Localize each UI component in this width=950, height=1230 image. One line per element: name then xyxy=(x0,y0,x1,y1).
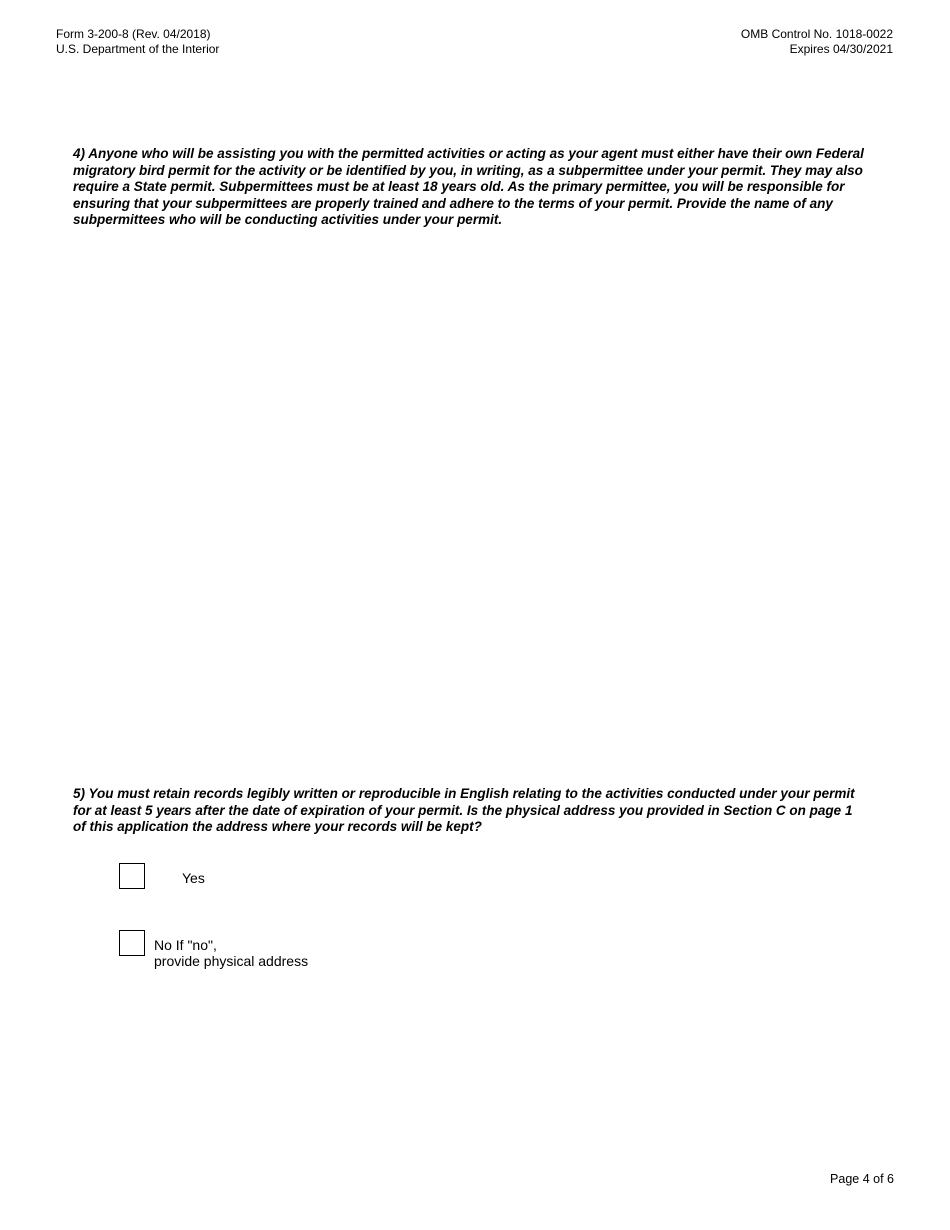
form-header-left xyxy=(56,27,219,57)
department-name: U.S. Department of the Interior xyxy=(56,42,220,56)
omb-control-number: OMB Control No. 1018-0022 xyxy=(740,27,893,41)
no-label-line-1: No If "no", xyxy=(154,937,217,953)
no-label-line-2: provide physical address xyxy=(154,953,309,969)
option-no xyxy=(119,930,308,969)
form-number: Form 3-200-8 (Rev. 04/2018) xyxy=(56,27,211,41)
page-number: Page 4 of 6 xyxy=(830,1172,894,1186)
yes-label-text: Yes xyxy=(182,870,205,886)
yes-checkbox[interactable] xyxy=(119,863,145,889)
expiration-date: Expires 04/30/2021 xyxy=(789,42,893,56)
no-label xyxy=(154,937,308,969)
question-5-records: 5) You must retain records legibly written or reproducible in English relating to the activities conducted under your permit for at least 5 years after the date of expiration of your permit. Is the physical address you provided in Section C on page 1 of this application the address where your records will be kept? xyxy=(73,786,855,835)
option-yes xyxy=(119,863,205,889)
yes-label xyxy=(182,870,205,886)
no-checkbox[interactable] xyxy=(119,930,145,956)
question-4-subpermittees: 4) Anyone who will be assisting you with the permitted activities or acting as your agent must either have their own Federal migratory bird permit for the activity or be identified by you, in writing, as a subpermittee under your permit. They may also require a State permit. Subpermittees must be at least 18 years old. As the primary permittee, you will be responsible for ensuring that your subpermittees are properly trained and adhere to the terms of your permit. Provide the name of any subpermittees who will be conducting activities under your permit. xyxy=(73,146,864,228)
form-header-right xyxy=(741,27,893,57)
